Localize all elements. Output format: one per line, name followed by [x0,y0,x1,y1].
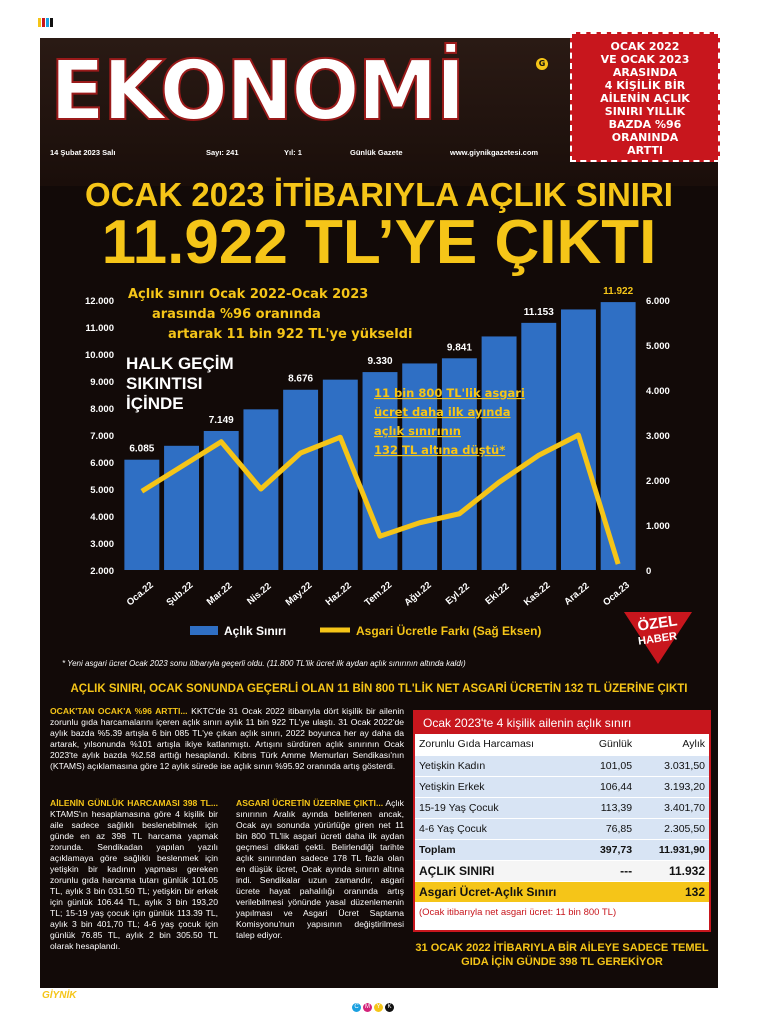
subheadline: AÇLIK SINIRI, OCAK SONUNDA GEÇERLİ OLAN 11 BİN 800 TL'LİK NET ASGARİ ÜCRETİN 132 TL ÜZERİNE ÇIKTI [70,683,688,695]
table-cell: AÇLIK SINIRI [415,860,581,881]
right-axis-tick: 6.000 [646,296,670,307]
table-title: Ocak 2023'te 4 kişilik ailenin açlık sınırı [415,712,709,734]
table-cell: Asgari Ücret-Açlık Sınırı [415,881,636,902]
chart-annotation-top: arasında %96 oranında [152,307,321,322]
table-header-cell: Aylık [636,734,709,755]
bar-data-label: 7.149 [208,414,234,426]
table-cell: 3.031,50 [636,755,709,776]
issue-date: 14 Şubat 2023 Salı [50,148,116,157]
highlight-line: BAZDA %96 [608,118,682,131]
badge-line-1: ÖZEL [636,612,679,635]
category-tick: Tem.22 [362,579,395,609]
print-registration-marks [38,12,54,31]
table-note: (Ocak itibarıyla net asgari ücret: 11 bin 800 TL) [415,902,709,923]
table-cell: Yetişkin Kadın [415,755,581,776]
table-row [415,755,709,776]
bottom-headline: 31 OCAK 2022 İTİBARIYLA BİR AİLEYE SADECE TEMEL GIDA İÇİN GÜNDE 398 TL GEREKİYOR [415,942,709,968]
badge-line-2: HABER [637,630,678,648]
bar-data-label: 11.153 [523,306,554,318]
bar-data-label: 11.922 [603,286,634,298]
highlight-line: ARASINDA [612,66,678,79]
right-axis-tick: 0 [646,566,652,577]
chart-annotation-mid: açlık sınırının [374,424,461,438]
highlight-box [570,32,720,162]
table-note-row [415,902,709,923]
chart-bar [124,460,159,570]
ozel-haber-badge [618,606,698,666]
category-tick: Nis.22 [245,580,274,608]
chart-bar [283,390,318,570]
magenta-dot-icon: M [365,1004,370,1010]
left-axis-tick: 4.000 [90,512,114,523]
paragraph-1-body: KKTC'de 31 Ocak 2022 itibarıyla dört kişilik bir ailenin zorunlu gıda harcamalarını içeren açlık sınırı aylık 11 bin 922 TL'ye ulaştı. 31 Ocak 2022'de aylık bazda %5.39 artışla 6 bin 085 TL'ye çıkan açlık sınırı, 2022 boyunca her ay daha da artarak, yılsonunda %101 artışla ikiye katlanmıştı. Artışını sürdüren açlık sınırının Ocak 2023'te aylık bazda %2.58 arttığı hesaplandı. Kıbrıs Türk Amme Memurları Sendikası'nın (KTAMS) açıklamasına göre 12 aylık sürede ise açlık sınırı %95.92 oranında artış gösterdi. [50,706,405,771]
left-axis-tick: 11.000 [85,323,114,334]
paragraph-2-body: KTAMS'ın hesaplamasına göre 4 kişilik bir aile sadece sağlıklı beslenebilmek için günde en az 398 TL harcama yapmak zorunda. Sendikadan yapılan yazılı açıklamaya göre sağlıklı beslenmek için yetişkin bir kadının yapması gereken zorunlu gıda harcama tutarı günlük 101.05 TL, aylık 3 bin 031.50 TL; yetişkin bir erkek için günlük 106.44 TL, aylık 3 bin 193,20 TL; 15-19 yaş çocuk için günlük 113.39 TL, aylık 3 bin 401,70 TL; 4-6 yaş çocuk için günlük 76.85 TL, aylık 2 bin 305.50 TL olarak hesaplandı. [50,809,218,951]
article-paragraph-2 [50,798,218,952]
right-axis-tick: 4.000 [646,386,670,397]
black-dot-icon: K [385,1003,394,1012]
table-hunger-line-row [415,860,709,881]
hunger-line-table [413,710,711,932]
left-axis-tick: 3.000 [90,539,114,550]
newspaper-page [40,38,718,988]
chart-annotation-left: İÇİNDE [126,394,184,413]
table-cell: 3.401,70 [636,797,709,818]
table-cell: 11.932 [636,860,709,881]
magenta-mark [42,18,45,27]
left-axis-tick: 10.000 [84,350,114,361]
chart-annotation-left: HALK GEÇİM [126,354,234,373]
yellow-mark [38,18,41,27]
yellow-dot-icon: Y [374,1003,383,1012]
table-total-row [415,839,709,860]
category-tick: Kas.22 [521,580,553,609]
table-cell: 2.305,50 [636,818,709,839]
category-tick: Eki.22 [483,581,512,608]
table-cell: --- [581,860,637,881]
chart-annotation-left: SIKINTISI [126,374,203,393]
paragraph-2-lead: AİLENİN GÜNLÜK HARCAMASI 398 TL... [50,798,218,808]
category-tick: Ağu.22 [402,579,434,609]
issue-info-bar [50,148,560,162]
category-tick: Şub.22 [164,579,196,609]
table-row [415,776,709,797]
hunger-line-chart [40,278,718,658]
table-cell: 113,39 [581,797,637,818]
highlight-line: ARTTI [627,144,663,157]
table-cell: 3.193,20 [636,776,709,797]
right-axis-tick: 3.000 [646,431,670,442]
table-row [415,818,709,839]
table-header-cell: Günlük [581,734,637,755]
issue-year: Yıl: 1 [284,148,302,157]
left-axis-tick: 12.000 [84,296,114,307]
legend-bar-label: Açlık Sınırı [224,624,287,638]
paper-type: Günlük Gazete [350,148,403,157]
category-tick: Haz.22 [323,580,354,608]
bar-data-label: 6.085 [129,443,155,455]
section-logo: EKONOMİ [50,44,464,139]
table-cell: Toplam [415,839,581,860]
chart-annotation-top: Açlık sınırı Ocak 2022-Ocak 2023 [128,287,369,302]
chart-annotation-top: artarak 11 bin 922 TL'ye yükseldi [168,327,413,342]
category-tick: Mar.22 [204,580,235,608]
chart-annotation-mid: 11 bin 800 TL'lik asgari [374,386,525,400]
bar-data-label: 9.841 [446,342,472,354]
chart-bar [363,372,398,570]
chart-annotation-mid: 132 TL altına düştü* [374,443,506,457]
bar-data-label: 8.676 [288,373,314,385]
chart-footnote: * Yeni asgari ücret Ocak 2023 sonu itibarıyla geçerli oldu. (11.800 TL'lik ücret ilk aydan açlık sınırının altında kaldı) [62,659,466,668]
highlight-line: VE OCAK 2023 [600,53,690,66]
right-axis-tick: 5.000 [646,341,670,352]
table-cell: 11.931,90 [636,839,709,860]
legend-bar-swatch [190,626,218,635]
table-cell: 397,73 [581,839,637,860]
headline-line-2: 11.922 TL’YE ÇIKTI [101,208,657,277]
table-cell: 106,44 [581,776,637,797]
cyan-dot-icon: C [352,1003,361,1012]
table-header-cell: Zorunlu Gıda Harcaması [415,734,581,755]
highlight-line: 4 KİŞİLİK BİR [604,79,686,92]
category-tick: Ara.22 [562,580,592,608]
table-cell: Yetişkin Erkek [415,776,581,797]
left-axis-tick: 9.000 [90,377,114,388]
paragraph-1-lead: OCAK'TAN OCAK'A %96 ARTTI... [50,706,188,716]
table-cell: 101,05 [581,755,637,776]
table-cell: 15-19 Yaş Çocuk [415,797,581,818]
cmyk-marks [352,993,396,1012]
left-axis-tick: 8.000 [90,404,114,415]
website: www.giynikgazetesi.com [450,148,539,157]
table-row [415,797,709,818]
article-paragraph-1 [50,706,404,772]
black-mark [50,18,53,27]
highlight-line: ORANINDA [611,131,679,144]
food-expense-table [415,734,709,924]
highlight-line: OCAK 2022 [610,40,680,53]
table-header-row [415,734,709,755]
paragraph-3-lead: ASGARİ ÜCRETİN ÜZERİNE ÇIKTI... [236,798,384,808]
legend-line-label: Asgari Ücretle Farkı (Sağ Eksen) [356,624,542,638]
footer-brand-logo: GİYNİK [42,990,77,1001]
left-axis-tick: 7.000 [90,431,114,442]
category-tick: Oca.23 [601,579,633,609]
category-tick: May.22 [283,579,315,609]
table-cell: 76,85 [581,818,637,839]
right-axis-tick: 2.000 [646,476,670,487]
table-cell: 132 [636,881,709,902]
brand-mark-icon: G [536,58,548,70]
chart-bar [323,380,358,570]
table-wage-gap-row [415,881,709,902]
cyan-mark [46,18,49,27]
issue-number: Sayı: 241 [206,148,239,157]
left-axis-tick: 6.000 [90,458,114,469]
bar-data-label: 9.330 [367,356,393,368]
highlight-line: SINIRI YILLIK [604,105,686,118]
article-paragraph-3 [236,798,404,941]
left-axis-tick: 2.000 [90,566,114,577]
highlight-line: AİLENİN AÇLIK [600,92,690,105]
category-tick: Oca.22 [124,579,156,609]
category-tick: Eyl.22 [443,581,472,608]
chart-annotation-mid: ücret daha ilk ayında [374,405,511,419]
headline-line-1: OCAK 2023 İTİBARIYLA AÇLIK SINIRI [85,176,673,213]
right-axis-tick: 1.000 [646,521,670,532]
paragraph-3-body: Açlık sınırının Aralık ayında belirlenen ancak, Ocak ayı sonunda yürürlüğe giren net 11 bin 800 TL'lik asgari ücreti daha ilk aydan geçmesi dikkati çekti. Belirlendiği tarihte açlık sınırından sadece 178 TL fazla olan en düşük ücret, Ocak ayında sınırın altına indi. Sendikalar uzun zamandır, asgari ücrete hayat pahalılığı oranında artış verilebilmesi yönünde yasal düzenlemenin yapılması ve Asgari Ücret Saptama Komisyonu'nun yapısının değiştirilmesi talep ediyor. [236,798,404,940]
left-axis-tick: 5.000 [90,485,114,496]
table-cell: 4-6 Yaş Çocuk [415,818,581,839]
